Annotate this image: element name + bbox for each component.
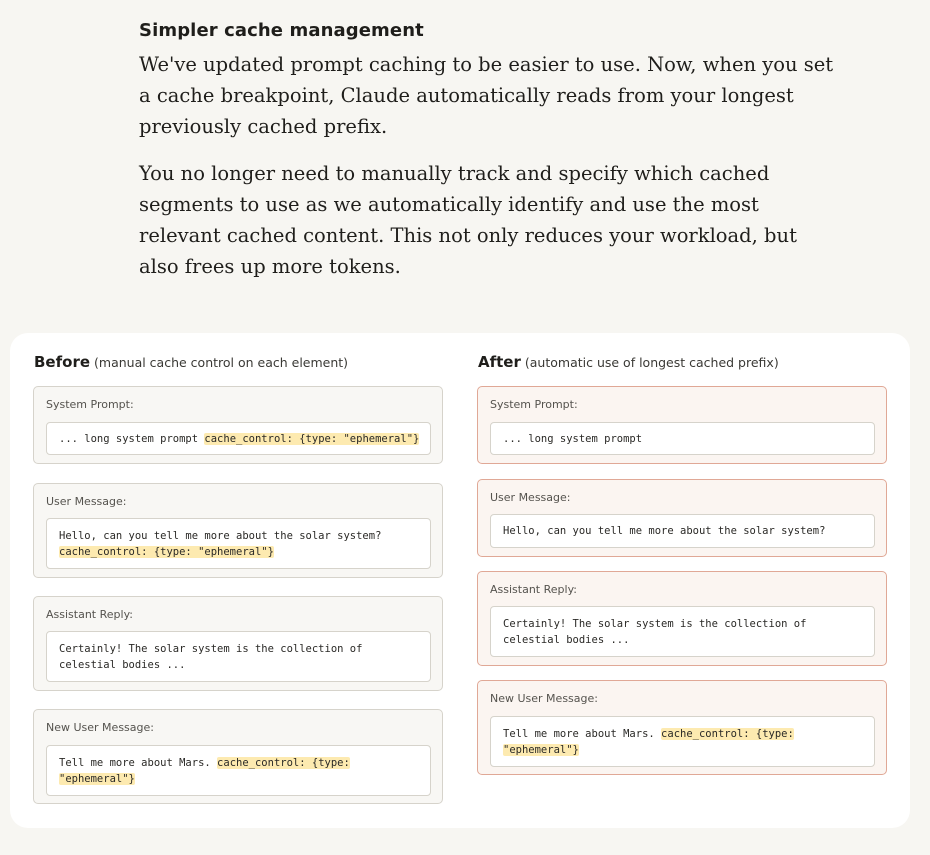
section-heading: Simpler cache management [139, 20, 424, 41]
after-system-prompt-box [477, 386, 887, 464]
box-label: System Prompt: [490, 398, 578, 411]
code-text: Tell me more about Mars. [503, 728, 662, 740]
code-line: Hello, can you tell me more about the solar system? [503, 525, 826, 537]
cache-control-highlight: cache_control: {type: "ephemeral"} [204, 433, 420, 445]
box-label: System Prompt: [46, 398, 134, 411]
code-line [503, 726, 862, 742]
cache-control-highlight: "ephemeral"} [59, 773, 135, 785]
code-line: Certainly! The solar system is the collection of [503, 618, 807, 630]
cache-control-highlight: cache_control: {type: [661, 728, 794, 740]
box-label: New User Message: [490, 692, 598, 705]
code-block [46, 518, 431, 569]
before-title: Before [34, 353, 91, 371]
code-block [46, 631, 431, 682]
code-block [46, 745, 431, 796]
code-line: ... long system prompt [503, 433, 643, 445]
code-block [490, 606, 875, 657]
code-block [46, 422, 431, 455]
after-title: After [478, 353, 521, 371]
after-user-message-box [477, 479, 887, 557]
code-line: celestial bodies ... [59, 659, 186, 671]
after-new-user-message-box [477, 680, 887, 775]
code-line: Certainly! The solar system is the collection of [59, 643, 363, 655]
code-block [490, 514, 875, 548]
box-label: Assistant Reply: [46, 608, 133, 621]
after-assistant-reply-box [477, 571, 887, 666]
code-line [59, 771, 418, 787]
before-subtitle: (manual cache control on each element) [94, 355, 349, 370]
box-label: User Message: [490, 491, 571, 504]
box-label: New User Message: [46, 721, 154, 734]
before-column-title [34, 352, 348, 371]
before-assistant-reply-box [33, 596, 443, 691]
code-line [59, 755, 418, 771]
paragraph-line: relevant cached content. This not only reduces your workload, but [139, 224, 797, 247]
cache-control-highlight: "ephemeral"} [503, 744, 579, 756]
paragraph-line: segments to use as we automatically identify and use the most [139, 193, 759, 216]
after-subtitle: (automatic use of longest cached prefix) [524, 355, 779, 370]
code-text: ... long system prompt [59, 433, 205, 445]
code-line [59, 431, 418, 447]
before-new-user-message-box [33, 709, 443, 804]
code-line: Hello, can you tell me more about the solar system? [59, 530, 382, 542]
before-user-message-box [33, 483, 443, 578]
before-system-prompt-box [33, 386, 443, 464]
code-line [59, 544, 418, 560]
cache-control-highlight: cache_control: {type: "ephemeral"} [59, 546, 274, 558]
box-label: Assistant Reply: [490, 583, 577, 596]
paragraph-line: previously cached prefix. [139, 115, 388, 138]
paragraph-line: a cache breakpoint, Claude automatically reads from your longest [139, 84, 794, 107]
code-block [490, 422, 875, 455]
cache-control-highlight: cache_control: {type: [217, 757, 350, 769]
code-line [503, 742, 862, 758]
after-column-title [478, 352, 779, 371]
detail-paragraph [139, 158, 819, 282]
paragraph-line: also frees up more tokens. [139, 255, 401, 278]
intro-paragraph [139, 49, 834, 142]
box-label: User Message: [46, 495, 127, 508]
paragraph-line: We've updated prompt caching to be easier to use. Now, when you set [139, 53, 834, 76]
code-text: Tell me more about Mars. [59, 757, 218, 769]
code-block [490, 716, 875, 767]
code-line: celestial bodies ... [503, 634, 630, 646]
paragraph-line: You no longer need to manually track and specify which cached [139, 162, 770, 185]
